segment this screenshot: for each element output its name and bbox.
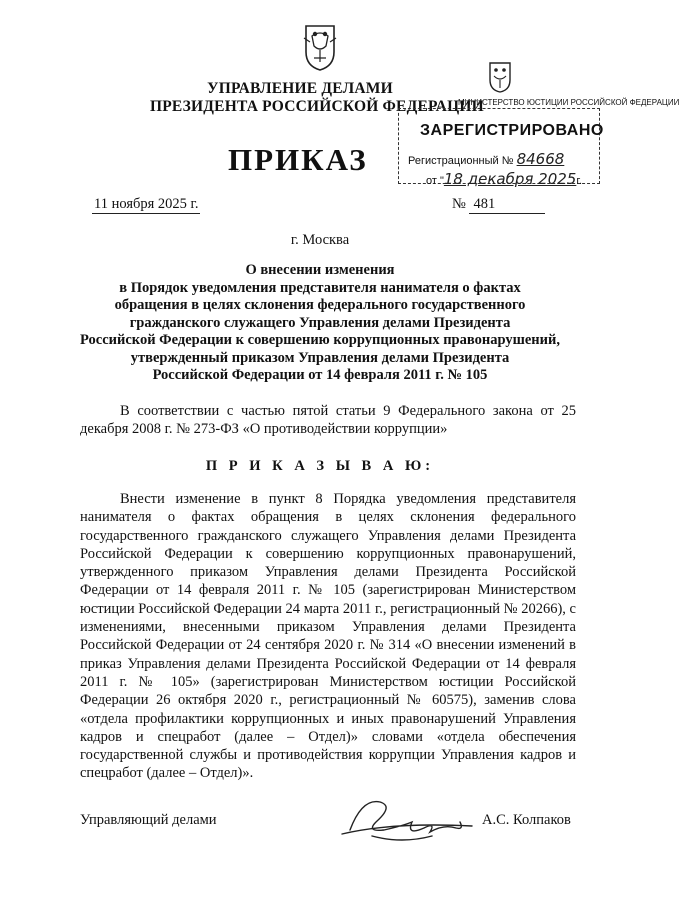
stamp-date-suffix: г. <box>576 175 583 187</box>
stamp-registered-label: ЗАРЕГИСТРИРОВАНО <box>420 122 604 139</box>
stamp-header: МИНИСТЕРСТВО ЮСТИЦИИ РОССИЙСКОЙ ФЕДЕРАЦИИ <box>458 98 679 107</box>
stamp-date-line <box>426 170 582 188</box>
document-subject <box>70 262 570 385</box>
subject-line-6: утвержденный приказом Управления делами Президента <box>130 349 510 366</box>
document-number: 481 <box>469 196 545 214</box>
document-number-line <box>452 196 545 214</box>
org-line-2: ПРЕЗИДЕНТА РОССИЙСКОЙ ФЕДЕРАЦИИ <box>150 98 484 115</box>
subject-line-1: О внесении изменения <box>245 262 395 278</box>
stamp-reg-date: 18 декабря 2025 <box>443 170 577 188</box>
number-prefix: № <box>452 196 466 212</box>
stamp-date-label: от " <box>426 175 444 187</box>
body-paragraph: Внести изменение в пункт 8 Порядка уведомления представителя нанимателя о фактах обращения в целях склонения федерального государственного гражданского служащего Управления делами Президента Российской Федерации к совершению коррупционных правонарушений, утвержденного приказом Управления делами Президента Российской Федерации от 14 февраля 2011 г. № 105 (зарегистрирован Министерством юстиции Российской Федерации 24 марта 2011 г., регистрационный № 20266), с изменениями, внесенными приказом Управления делами Президента Российской Федерации от 24 сентября 2020 г. № 314 «О внесении изменений в приказ Управления делами Президента Российской Федерации от 14 февраля 2011 г. № 105» (зарегистрирован Министерством юстиции Российской Федерации 26 октября 2020 г., регистрационный № 60575), заменив слова «отдела профилактики коррупционных и иных правонарушений Управления кадров и спецработ (далее – Отдел)» словами «отдела обеспечения государственной службы и противодействия коррупции Управления кадров и спецработ (далее – Отдел)». <box>80 491 576 782</box>
stamp-reg-label: Регистрационный № <box>408 155 514 167</box>
stamp-emblem-icon <box>484 60 516 94</box>
stamp-reg-number-line <box>408 150 564 168</box>
document-city: г. Москва <box>290 232 350 248</box>
document-date: 11 ноября 2025 г. <box>94 196 199 212</box>
subject-line-5: Российской Федерации к совершению коррупционных правонарушений, <box>80 332 560 348</box>
org-line-1: УПРАВЛЕНИЕ ДЕЛАМИ <box>207 80 393 97</box>
subject-line-7: Российской Федерации от 14 февраля 2011 г. № 105 <box>152 367 488 383</box>
subject-line-3: обращения в целях склонения федерального государственного <box>114 297 526 313</box>
document-type-title: ПРИКАЗ <box>228 142 368 177</box>
order-heading: П Р И К А З Ы В А Ю: <box>205 458 435 474</box>
handwritten-signature-icon <box>332 792 482 852</box>
intro-paragraph: В соответствии с частью пятой статьи 9 Федерального закона от 25 декабря 2008 г. № 273-ФЗ «О противодействии коррупции» <box>80 403 576 437</box>
subject-line-2: в Порядок уведомления представителя нанимателя о фактах <box>119 279 521 296</box>
stamp-reg-number: 84668 <box>516 150 565 168</box>
coat-of-arms-icon <box>298 22 342 72</box>
signatory-name: А.С. Колпаков <box>482 812 571 828</box>
subject-line-4: гражданского служащего Управления делами Президента <box>129 314 511 331</box>
signatory-position: Управляющий делами <box>80 812 217 828</box>
registration-stamp <box>398 58 679 188</box>
